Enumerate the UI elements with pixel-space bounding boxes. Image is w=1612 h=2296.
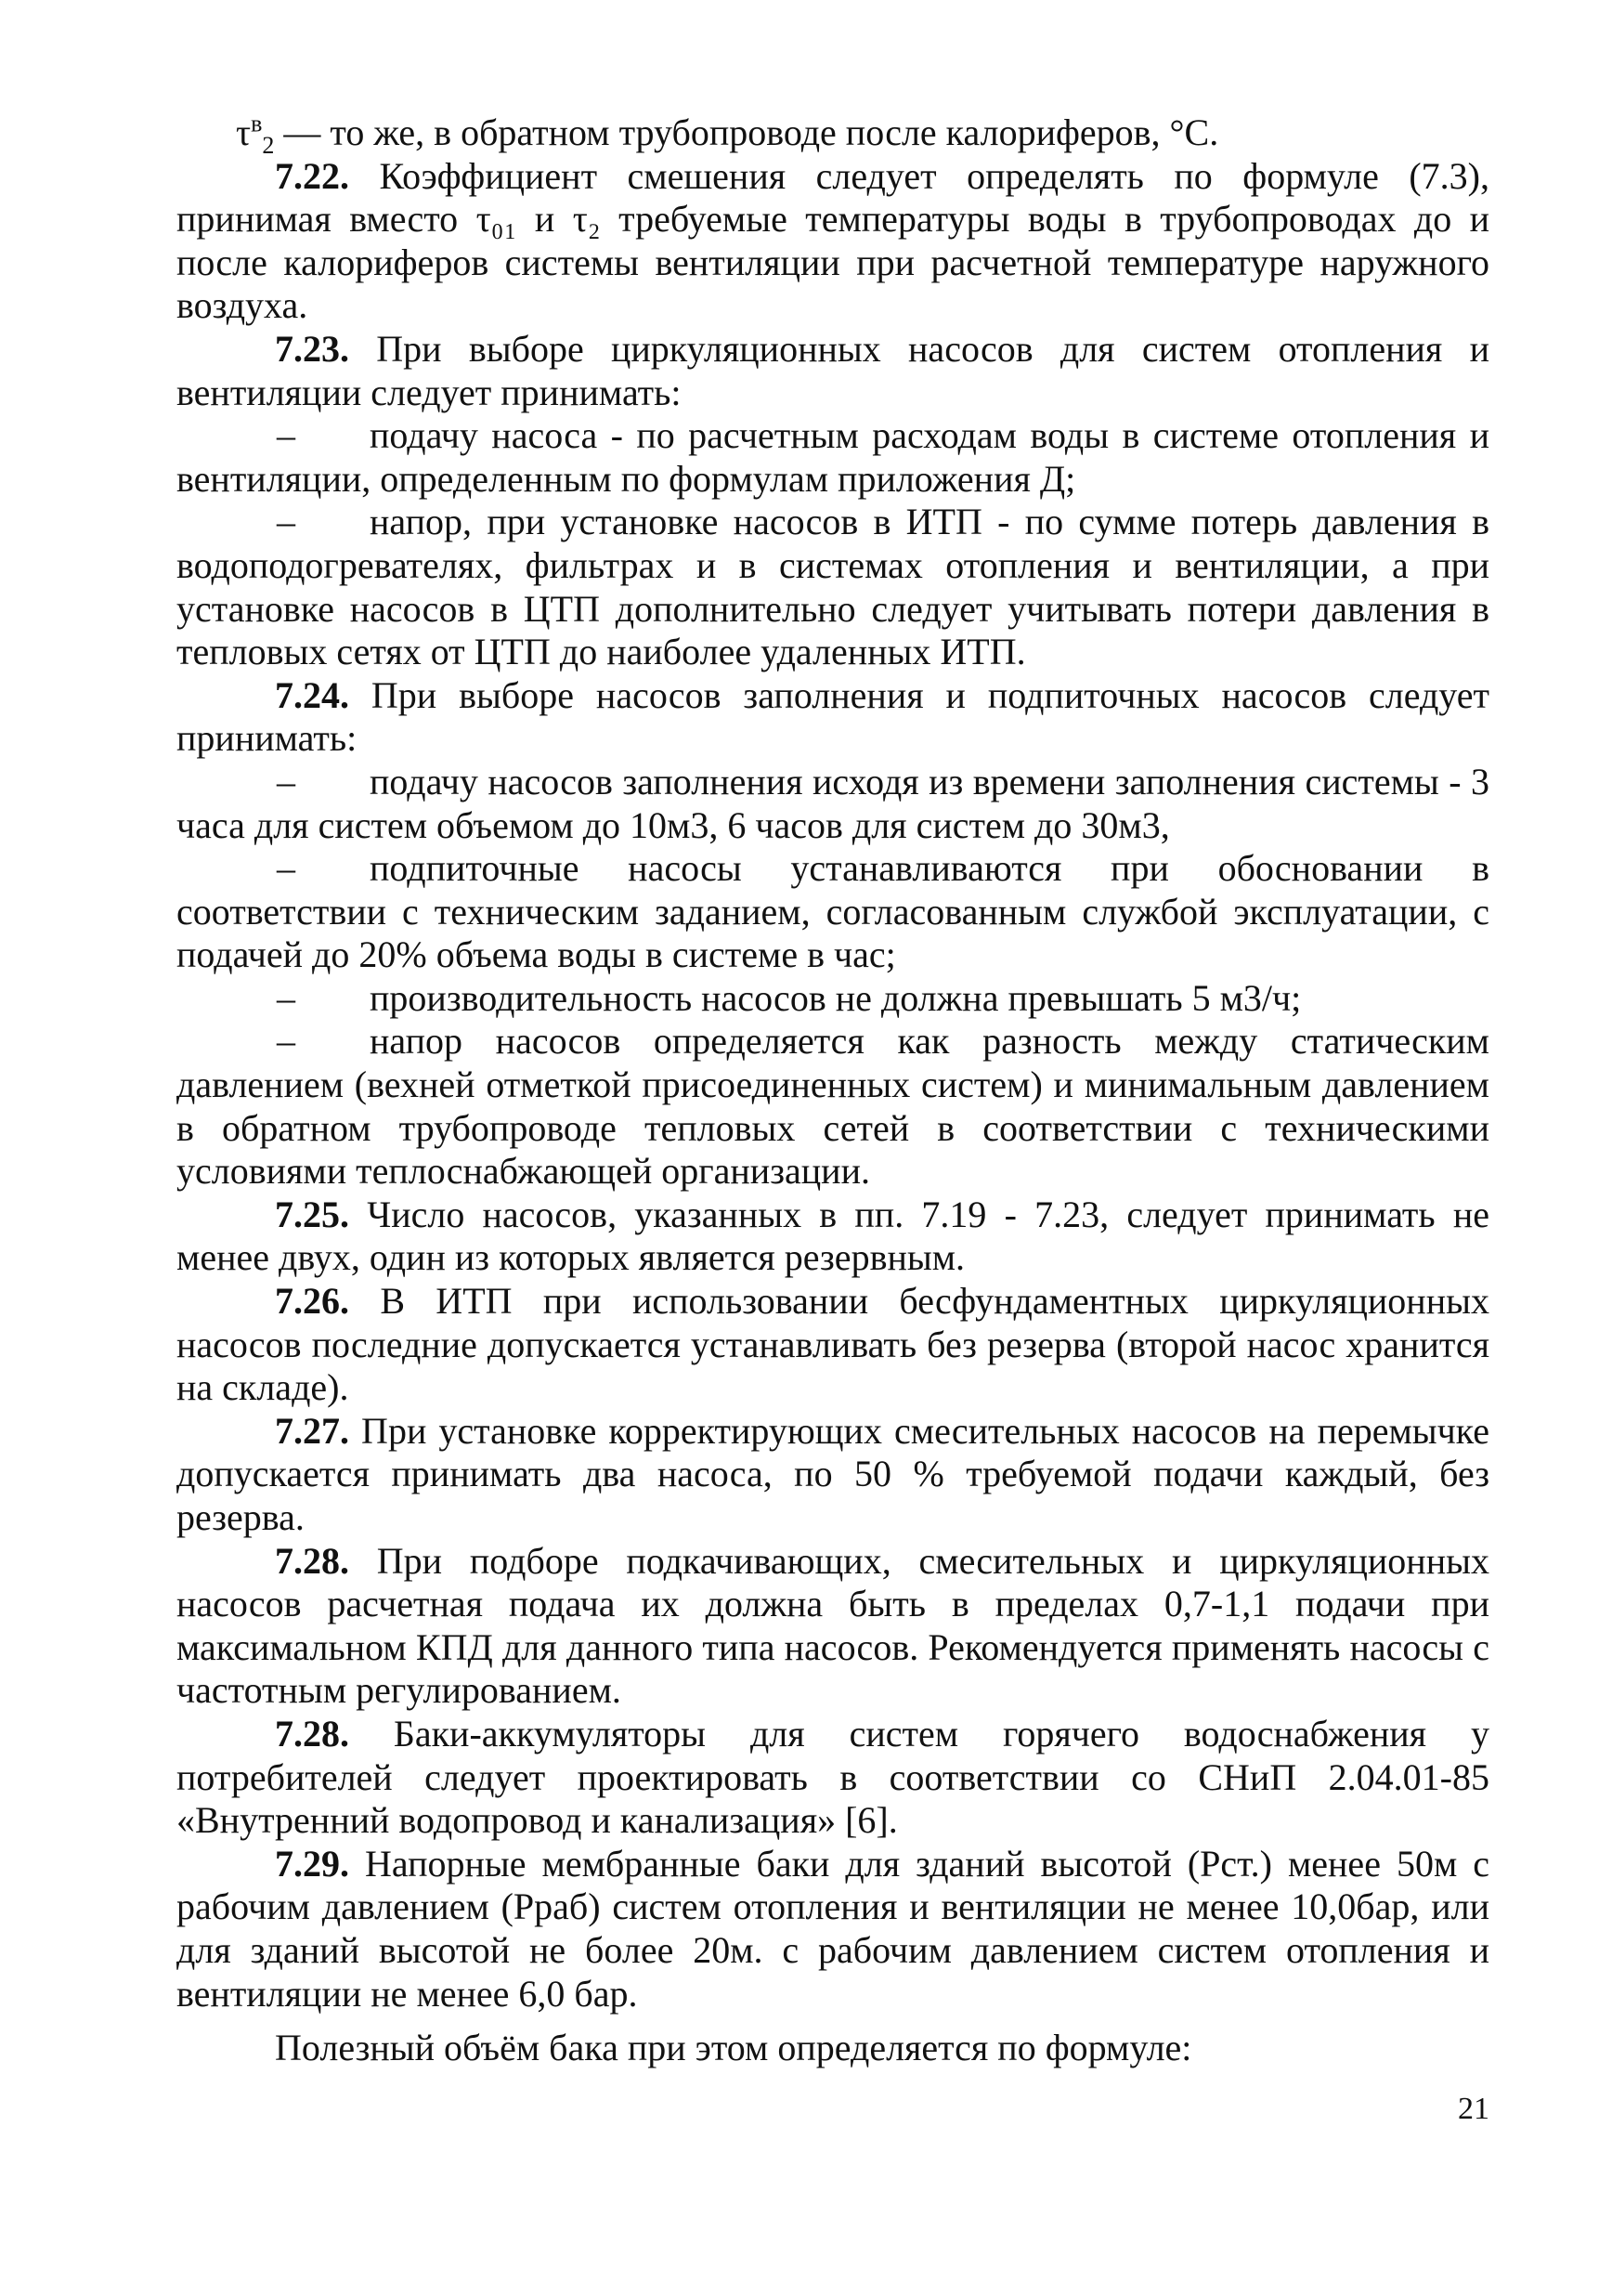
list-item-text: производительность насосов не должна превышать 5 м3/ч; [370,976,1302,1019]
list-item-text: подачу насосов заполнения исходя из времени заполнения системы - 3 часа для систем объемом до 10м3, 6 часов для систем до 30м3, [176,760,1489,846]
list-item-text: подачу насоса - по расчетным расходам воды в системе отопления и вентиляции, определенным по формулам приложения Д; [176,414,1489,500]
intro-text: — то же, в обратном трубопроводе после калориферов, °С. [274,111,1219,153]
section-text: Коэффициент смешения следует определять по формуле (7.3), принимая вместо τ₀₁ и τ₂ требуемые температуры воды в трубопроводах до и после калориферов системы вентиляции при расчетной температуре наружного воздуха. [176,154,1489,327]
page-number: 21 [1458,2092,1489,2126]
section-number: 7.24. [275,673,349,716]
section-7-28-pumps [176,1540,1489,1713]
list-item [176,1020,1489,1193]
section-number: 7.23. [275,327,349,370]
section-text: Число насосов, указанных в пп. 7.19 - 7.23, следует принимать не менее двух, один из которых является резервным. [176,1193,1489,1279]
list-item-text: подпиточные насосы устанавливаются при обосновании в соответствии с техническим заданием, согласованным службой эксплуатации, с подачей до 20% объема воды в системе в час; [176,847,1489,976]
dash-bullet: – [277,847,295,890]
dash-bullet: – [277,501,295,543]
section-number: 7.29. [275,1842,349,1885]
section-number: 7.28. [275,1712,349,1755]
section-text: В ИТП при использовании бесфундаментных циркуляционных насосов последние допускается устанавливать без резерва (второй насос хранится на складе). [176,1280,1489,1409]
intro-line [176,110,1489,159]
section-7-23 [176,328,1489,414]
section-7-24 [176,674,1489,761]
list-item [176,501,1489,673]
section-text: При установке корректирующих смесительных насосов на перемычке допускается принимать два насоса, по 50 % требуемой подачи каждый, без резерва. [176,1409,1489,1538]
section-number: 7.25. [275,1193,349,1235]
list-item [176,761,1489,847]
section-7-28-tanks [176,1713,1489,1843]
dash-bullet: – [277,976,295,1019]
formula-intro: Полезный объём бака при этом определяется по формуле: [275,2027,1192,2069]
section-7-22 [176,155,1489,328]
section-text: Напорные мембранные баки для зданий высотой (Рст.) менее 50м с рабочим давлением (Рраб) систем отопления и вентиляции не менее 10,0бар, или для зданий высотой не более 20м. с рабочим давлением систем отопления и вентиляции не менее 6,0 бар. [176,1842,1489,2015]
section-text: При выборе насосов заполнения и подпиточных насосов следует принимать: [176,673,1489,760]
tau-symbol: τ [236,111,252,153]
section-7-26 [176,1280,1489,1410]
dash-bullet: – [277,1020,295,1063]
list-item [176,847,1489,977]
list-item [176,414,1489,501]
section-text: При выборе циркуляционных насосов для систем отопления и вентиляции следует принимать: [176,327,1489,413]
tau-subscript: 2 [262,132,275,159]
list-item-text: напор, при установке насосов в ИТП - по сумме потерь давления в водоподогревателях, фильтрах и в системах отопления и вентиляции, а при установке насосов в ЦТП дополнительно следует учитывать потери давления в тепловых сетях от ЦТП до наиболее удаленных ИТП. [176,501,1489,673]
section-number: 7.28. [275,1539,349,1582]
section-number: 7.27. [275,1409,349,1452]
dash-bullet: – [277,760,295,802]
section-text: Баки-аккумуляторы для систем горячего водоснабжения у потребителей следует проектировать в соответствии со СНиП 2.04.01-85 «Внутренний водопровод и канализация» [6]. [176,1712,1489,1842]
list-item-text: напор насосов определяется как разность между статическим давлением (вехней отметкой присоединенных систем) и минимальным давлением в обратном трубопроводе тепловых сетей в соответствии с техническими условиями теплоснабжающей организации. [176,1020,1489,1193]
section-7-25 [176,1194,1489,1280]
list-item [176,977,1489,1021]
section-7-27 [176,1410,1489,1540]
dash-bullet: – [277,414,295,457]
document-page [176,111,1489,2070]
section-7-29 [176,1843,1489,2016]
section-number: 7.22. [275,154,349,197]
tau-superscript: в [251,110,263,137]
section-text: При подборе подкачивающих, смесительных и циркуляционных насосов расчетная подача их должна быть в пределах 0,7-1,1 подачи при максимальном КПД для данного типа насосов. Рекомендуется применять насосы с частотным регулированием. [176,1539,1489,1712]
section-number: 7.26. [275,1280,349,1323]
